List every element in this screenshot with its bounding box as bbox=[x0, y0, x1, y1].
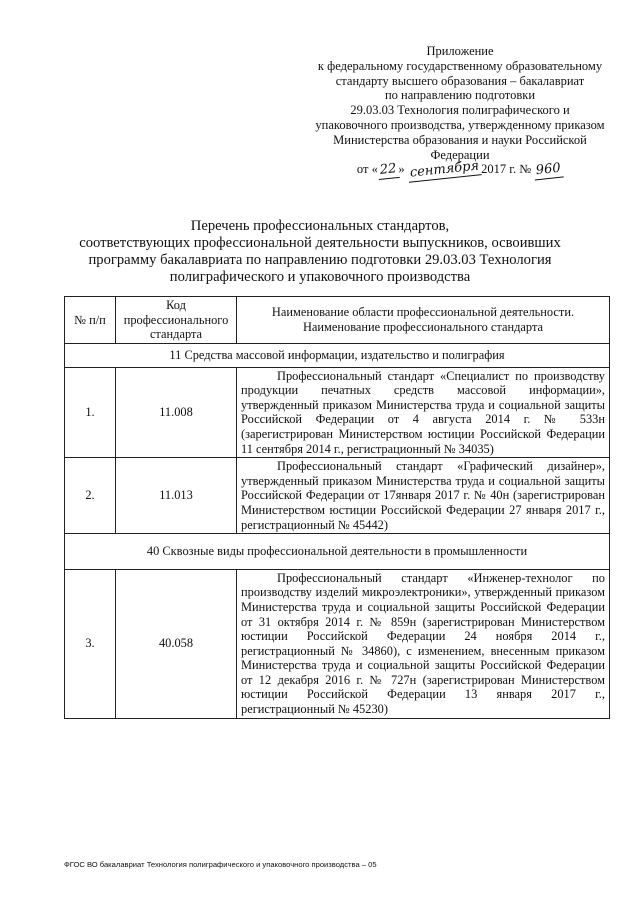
table-header-row bbox=[65, 297, 610, 344]
section-title: 11 Средства массовой информации, издательство и полиграфия bbox=[65, 344, 610, 368]
page-footer: ФГОС ВО бакалавриат Технология полиграфического и упаковочного производства – 05 bbox=[64, 860, 377, 869]
date-prefix: от « bbox=[356, 162, 378, 177]
appendix-block bbox=[300, 44, 620, 179]
document-title bbox=[60, 218, 580, 286]
header-code: Код профессионального стандарта bbox=[116, 297, 237, 344]
date-year: 2017 г. № bbox=[481, 162, 532, 177]
table-row bbox=[65, 569, 610, 718]
order-date-line bbox=[300, 158, 620, 181]
header-name: Наименование области профессиональной деятельности. Наименование профессионального стандарта bbox=[237, 297, 610, 344]
section-row bbox=[65, 344, 610, 368]
appendix-line: Министерства образования и науки Российской bbox=[333, 132, 587, 147]
appendix-line: Федерации bbox=[430, 147, 490, 162]
row-standard-text: Профессиональный стандарт «Графический дизайнер», утвержденный приказом Министерства труда и социальной защиты Российской Федерации от 17января 2017 г. № 40н (зарегистрирован Министерством юстиции Российской Федерации 27 января 2017 г., регистрационный № 45442) bbox=[237, 458, 610, 534]
row-standard-text: Профессиональный стандарт «Инженер-технолог по производству изделий микроэлектроники», утвержденный приказом Министерства труда и социальной защиты Российской Федерации от 31 октября 2014 г. № 859н (зарегистрирован Министерством юстиции Российской Федерации 24 ноября 2014 г., регистрационный № 34860), с изменением, внесенным приказом Министерства труда и социальной защиты Российской Федерации от 12 декабря 2016 г. № 727н (зарегистрирован Министерством юстиции Российской Федерации 13 января 2017 г., регистрационный № 45230) bbox=[237, 569, 610, 718]
header-number: № п/п bbox=[65, 297, 116, 344]
order-number-handwritten: 960 bbox=[534, 162, 564, 181]
row-code: 11.013 bbox=[116, 458, 237, 534]
appendix-line: к федеральному государственному образовательному bbox=[317, 58, 603, 73]
appendix-line: по направлению подготовки bbox=[384, 88, 536, 103]
row-number: 2. bbox=[65, 458, 116, 534]
title-line: программу бакалавриата по направлению подготовки 29.03.03 Технология bbox=[88, 252, 552, 268]
section-title: 40 Сквозные виды профессиональной деятельности в промышленности bbox=[65, 534, 610, 570]
appendix-line: 29.03.03 Технология полиграфического и bbox=[350, 103, 570, 118]
row-number: 1. bbox=[65, 367, 116, 458]
row-code: 40.058 bbox=[116, 569, 237, 718]
row-standard-text: Профессиональный стандарт «Специалист по производству продукции печатных средств массовой информации», утвержденный приказом Министерства труда и социальной защиты Российской Федерации от 4 августа 2014 г. № 533н (зарегистрирован Министерством юстиции Российской Федерации 11 сентября 2014 г., регистрационный № 34035) bbox=[237, 367, 610, 458]
date-day-handwritten: 22 bbox=[377, 162, 399, 180]
date-mid: » bbox=[398, 162, 405, 177]
row-code: 11.008 bbox=[116, 367, 237, 458]
date-month-handwritten: сентября bbox=[407, 160, 482, 183]
row-number: 3. bbox=[65, 569, 116, 718]
table-row bbox=[65, 367, 610, 458]
title-line: соответствующих профессиональной деятельности выпускников, освоивших bbox=[79, 235, 561, 251]
appendix-line: стандарту высшего образования – бакалавриат bbox=[335, 73, 585, 88]
appendix-line: Приложение bbox=[426, 44, 494, 58]
appendix-line: упаковочного производства, утвержденному приказом bbox=[315, 117, 605, 132]
table-row bbox=[65, 458, 610, 534]
standards-table bbox=[64, 296, 610, 719]
title-line: полиграфического и упаковочного производства bbox=[169, 269, 471, 285]
section-row bbox=[65, 534, 610, 570]
title-line: Перечень профессиональных стандартов, bbox=[190, 218, 450, 234]
